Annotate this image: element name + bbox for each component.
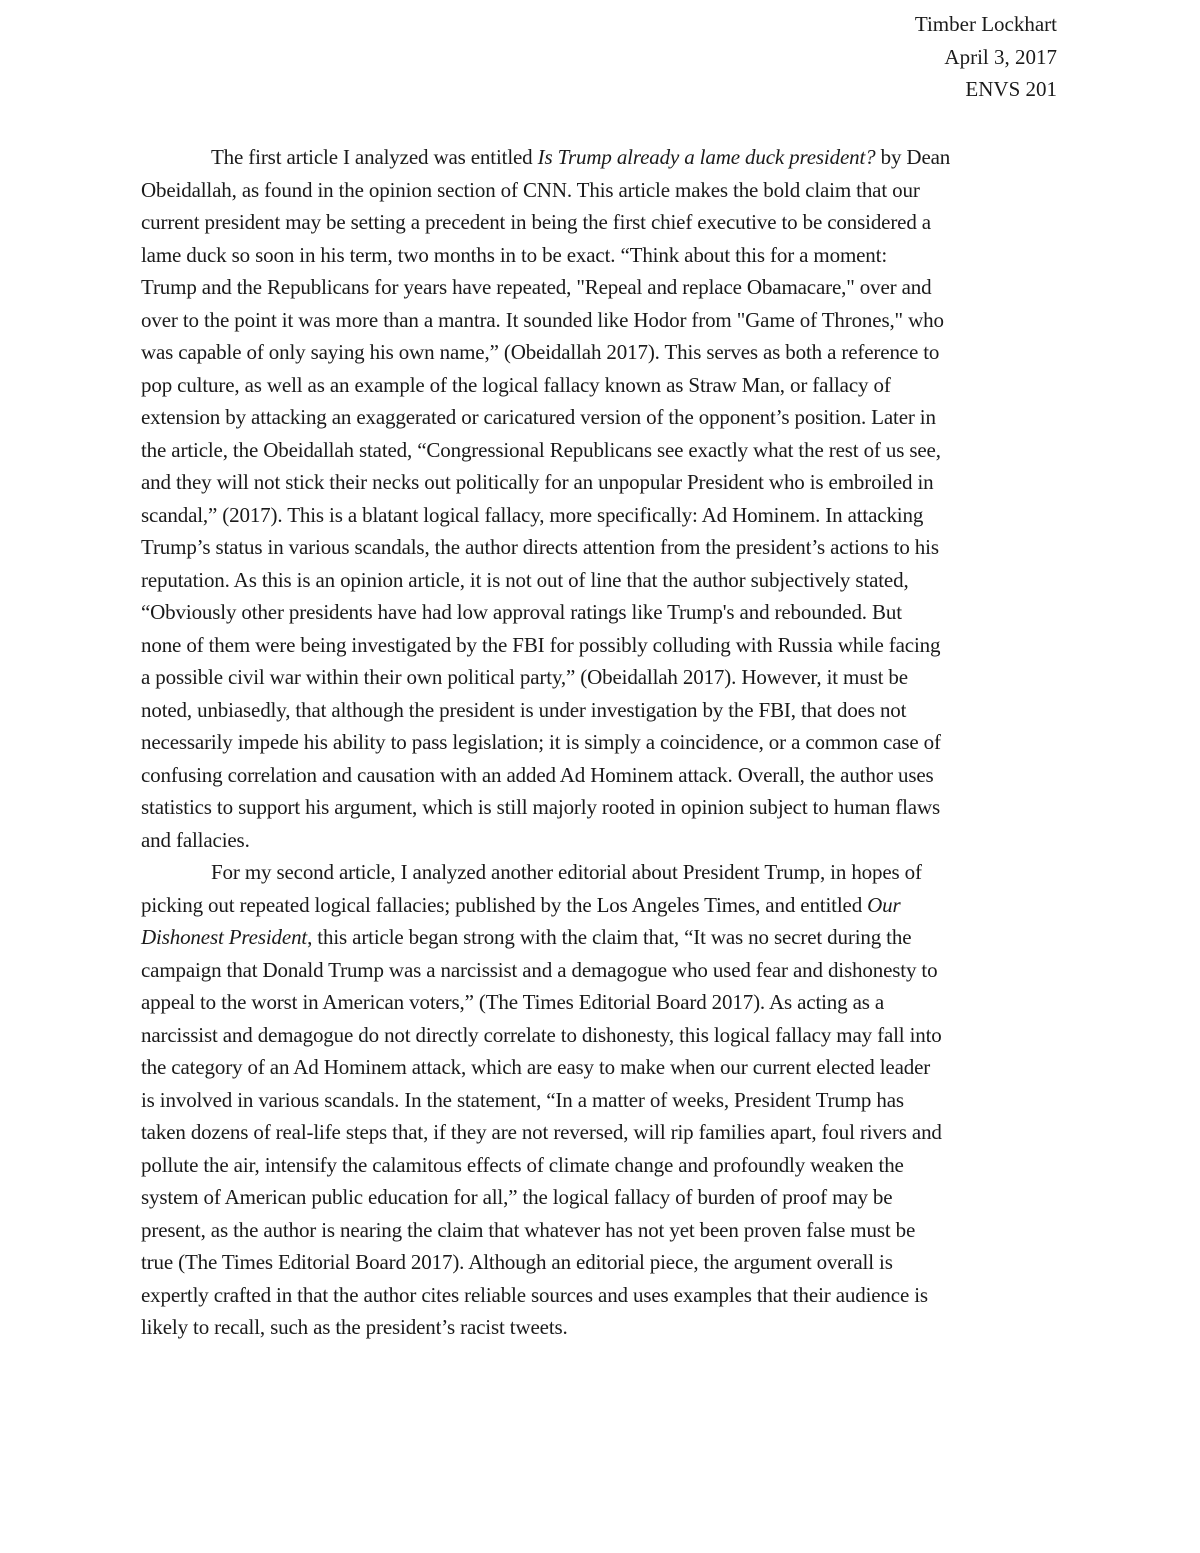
- author-header: [915, 8, 1057, 106]
- text-line: pop culture, as well as an example of the logical fallacy known as Straw Man, or fallacy of: [141, 372, 891, 397]
- text-line: pollute the air, intensify the calamitous effects of climate change and profoundly weaken the: [141, 1152, 904, 1177]
- text-line: necessarily impede his ability to pass legislation; it is simply a coincidence, or a common case of: [141, 730, 941, 754]
- article-title-latimes-part1: Our: [867, 892, 901, 917]
- text-line: the article, the Obeidallah stated, “Congressional Republicans see exactly what the rest of us see,: [141, 437, 941, 462]
- text-line: expertly crafted in that the author cites reliable sources and uses examples that their audience is: [141, 1282, 928, 1307]
- text-line: Trump and the Republicans for years have repeated, "Repeal and replace Obamacare," over and: [141, 275, 932, 299]
- text-line: and they will not stick their necks out politically for an unpopular President who is embroiled in: [141, 470, 934, 494]
- text-line: “Obviously other presidents have had low approval ratings like Trump's and rebounded. But: [141, 600, 902, 624]
- text-line: [141, 141, 1059, 174]
- text-line: narcissist and demagogue do not directly correlate to dishonesty, this logical fallacy may fall into: [141, 1022, 942, 1047]
- text-line: appeal to the worst in American voters,” (The Times Editorial Board 2017). As acting as a: [141, 990, 885, 1014]
- text-line: noted, unbiasedly, that although the president is under investigation by the FBI, that does not: [141, 697, 907, 722]
- text-line: system of American public education for all,” the logical fallacy of burden of proof may be: [141, 1185, 893, 1209]
- text-line: [141, 921, 1059, 954]
- text-line: present, as the author is nearing the claim that whatever has not yet been proven false must be: [141, 1217, 916, 1242]
- essay-body: [141, 141, 1059, 1344]
- text-run: by Dean: [875, 145, 951, 169]
- text-line: campaign that Donald Trump was a narcissist and a demagogue who used fear and dishonesty to: [141, 957, 938, 982]
- text-line: none of them were being investigated by the FBI for possibly colluding with Russia while facing: [141, 632, 941, 657]
- text-line: [141, 889, 1059, 922]
- text-run: , this article began strong with the claim that, “It was no secret during the: [307, 925, 912, 949]
- text-line: For my second article, I analyzed another editorial about President Trump, in hopes of: [211, 860, 922, 884]
- author-name: Timber Lockhart: [914, 12, 1057, 36]
- text-line: is involved in various scandals. In the statement, “In a matter of weeks, President Trump has: [141, 1087, 904, 1112]
- article-title-latimes-part2: Dishonest President: [141, 925, 308, 949]
- text-line: reputation. As this is an opinion article, it is not out of line that the author subjectively stated,: [141, 567, 909, 592]
- course-code: ENVS 201: [965, 77, 1057, 101]
- paragraph-first-article: [141, 141, 1059, 856]
- text-line: true (The Times Editorial Board 2017). Although an editorial piece, the argument overall is: [141, 1250, 893, 1274]
- text-line: likely to recall, such as the president’s racist tweets.: [141, 1315, 568, 1339]
- text-line: current president may be setting a precedent in being the first chief executive to be considered a: [141, 210, 931, 234]
- text-line: and fallacies.: [141, 827, 250, 852]
- text-line: the category of an Ad Hominem attack, which are easy to make when our current elected leader: [141, 1055, 931, 1079]
- text-line: over to the point it was more than a mantra. It sounded like Hodor from "Game of Thrones," who: [141, 307, 944, 332]
- text-line: lame duck so soon in his term, two months in to be exact. “Think about this for a moment:: [141, 242, 888, 267]
- text-run: picking out repeated logical fallacies; published by the Los Angeles Times, and entitled: [141, 892, 868, 917]
- text-line: taken dozens of real-life steps that, if they are not reversed, will rip families apart, foul rivers and: [141, 1120, 942, 1144]
- article-title-cnn: Is Trump already a lame duck president?: [537, 145, 876, 169]
- paragraph-second-article: [141, 856, 1059, 1344]
- text-line: scandal,” (2017). This is a blatant logical fallacy, more specifically: Ad Hominem. In attacking: [141, 502, 924, 527]
- text-line: extension by attacking an exaggerated or caricatured version of the opponent’s position. Later in: [141, 405, 936, 429]
- text-run: The first article I analyzed was entitled: [211, 145, 538, 169]
- text-line: statistics to support his argument, which is still majorly rooted in opinion subject to human flaws: [141, 795, 941, 819]
- text-line: confusing correlation and causation with an added Ad Hominem attack. Overall, the author uses: [141, 762, 934, 787]
- document-date: April 3, 2017: [944, 44, 1057, 69]
- text-line: Obeidallah, as found in the opinion section of CNN. This article makes the bold claim that our: [141, 177, 920, 202]
- text-line: a possible civil war within their own political party,” (Obeidallah 2017). However, it must be: [141, 665, 908, 689]
- text-line: was capable of only saying his own name,” (Obeidallah 2017). This serves as both a reference to: [141, 340, 940, 364]
- text-line: Trump’s status in various scandals, the author directs attention from the president’s actions to his: [141, 535, 939, 559]
